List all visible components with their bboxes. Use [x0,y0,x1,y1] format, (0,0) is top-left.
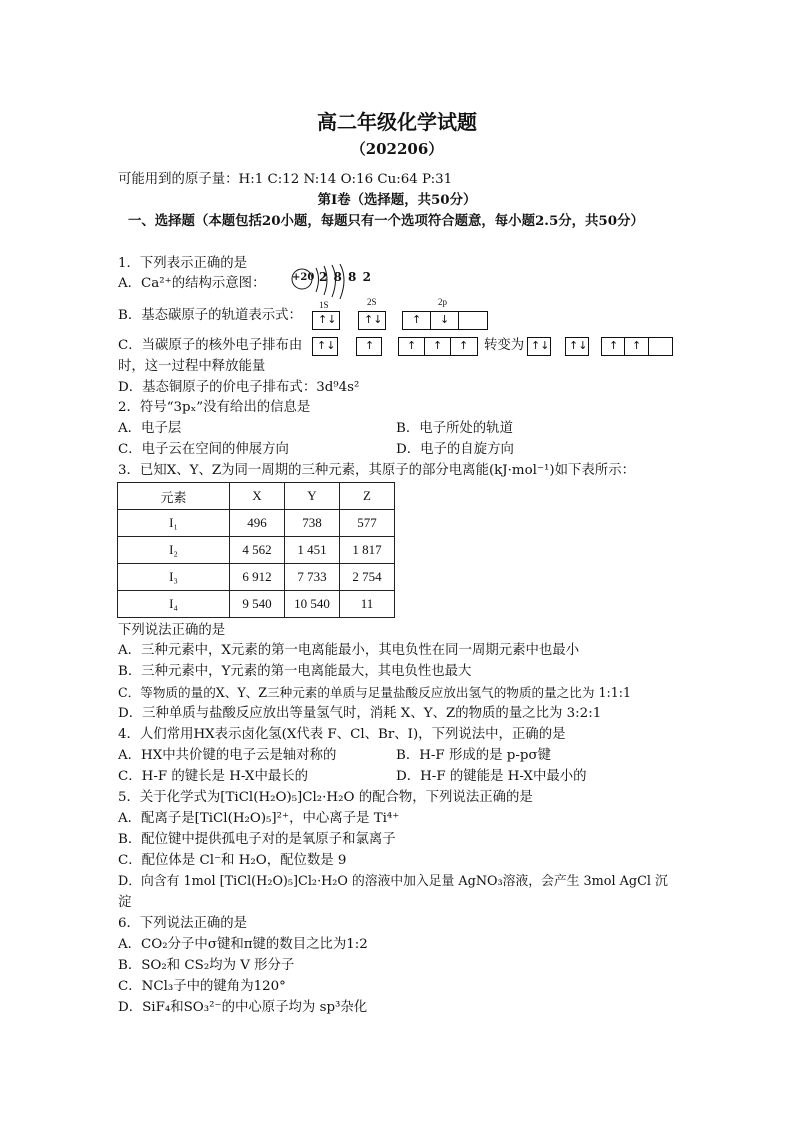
q5-stem: 5．关于化学式为[TiCl(H₂O)₅]Cl₂·H₂O 的配合物，下列说法正确的是 [118,790,533,805]
q6-option-d: D．SiF₄和SO₃²⁻的中心原子均为 sp³杂化 [118,1000,368,1015]
q5-option-d: D．向含有 1mol [TiCl(H₂O)₅]Cl₂·H₂O 的溶液中加入足量 AgNO₃溶液，会产生 3mol AgCl 沉 [118,874,668,889]
table-cell: 577 [340,510,395,537]
table-header-row [118,483,395,510]
table-cell: 11 [340,591,395,618]
table-cell: 10 540 [285,591,340,618]
q2-option-a: A．电子层 [118,421,182,436]
ca-shell-electrons: 2 8 8 2 [319,270,372,284]
exam-date: （202206） [350,140,444,158]
table-row [118,564,395,591]
q1-option-d: D．基态铜原子的价电子排布式：3d⁹4s² [118,380,360,395]
q5-option-d-continued: 淀 [118,895,132,910]
exam-page: 高二年级化学试题 （202206） 可能用到的原子量：H:1 C:12 N:14 O:16 Cu:64 P:31 第Ⅰ卷（选择题，共50分） 一、选择题（本题包括20小题，每题只有一个选项符合题意，每小题2.5分，共50分） 1．下列表示正确的是 A．Ca²⁺的结构示意图： +20 2 8 8 2 B．基态碳原子的轨道表示式： 1S 2S 2p ↑↓ ↑↓ ↑ ↓ C．当碳原子的核外电子排布由 ↑↓ ↑ ↑ ↑ ↑ 转变为 ↑↓ ↑↓ ↑ ↑ 时，这一过程中释放能量 D．基态铜原子的价电子排布式：3d⁹4s² 2．符号“3pₓ”没有给出的信息是 A．电子层 B．电子所处的轨道 C．电子云在空间的伸展方向 D．电子的自旋方向 3．已知X、Y、Z为同一周期的三种元素，其原子的部分电离能(kJ·mol⁻¹)如下表所示： 元素 X Y Z I₁ 496 738 577 I₂ 4 562 1 451 1 817 I₃ 6 912 7 733 2 754 I₄ 9 540 10 540 11 下列说法正确的是 A．三种元素中，X元素的第一电离能最小，其电负性在同一周期元素中也最小 B．三种元素中，Y元素的第一电离能最大，其电负性也最大 C．等物质的量的X、Y、Z三种元素的单质与足量盐酸反应放出氢气的物质的量之比为 1:1:1 D．三种单质与盐酸反应放出等量氢气时，消耗 X、Y、Z的物质的量之比为 3:2:1 4．人们常用HX表示卤化氢(X代表 F、Cl、Br、I)，下列说法中，正确的是 A．HX中共价键的电子云是轴对称的 B．H-F 形成的是 p-pσ键 C．H-F 的键长是 H-X中最长的 D．H-F 的键能是 H-X中最小的 5．关于化学式为[TiCl(H₂O)₅]Cl₂·H₂O 的配合物，下列说法正确的是 A．配离子是[TiCl(H₂O)₅]²⁺，中心离子是 Ti⁴⁺ B．配位键中提供孤电子对的是氧原子和氯离子 C．配位体是 Cl⁻和 H₂O，配位数是 9 D．向含有 1mol [TiCl(H₂O)₅]Cl₂·H₂O 的溶液中加入足量 AgNO₃溶液，会产生 3mol AgCl 沉 淀 6．下列说法正确的是 A．CO₂分子中σ键和π键的数目之比为1:2 B．SO₂和 CS₂均为 V 形分子 C．NCl₃子中的键角为120° D．SiF₄和SO₃²⁻的中心原子均为 sp³杂化 [0,0,794,1123]
ionization-energy-table [117,482,395,618]
table-header-cell: 元素 [118,483,230,510]
table-cell: 6 912 [230,564,285,591]
table-row [118,591,395,618]
q2-option-b: B．电子所处的轨道 [396,421,513,436]
table-cell: 1 451 [285,537,340,564]
orbital-label-2p: 2p [438,297,447,307]
table-cell: 2 754 [340,564,395,591]
q3-option-d: D．三种单质与盐酸反应放出等量氢气时，消耗 X、Y、Z的物质的量之比为 3:2:1 [118,706,602,721]
table-cell: 7 733 [285,564,340,591]
q4-option-c: C．H-F 的键长是 H-X中最长的 [118,769,309,784]
page-title: 高二年级化学试题 [317,110,477,134]
q3-lead: 下列说法正确的是 [118,623,226,638]
table-cell: 738 [285,510,340,537]
q1-option-c: C．当碳原子的核外电子排布由 [118,338,303,353]
orbital-2p-box: ↑ ↓ [402,311,488,330]
q6-option-c: C．NCl₃子中的键角为120° [118,979,286,994]
orbital-1s-box: ↑↓ [312,311,340,330]
section-header: 一、选择题（本题包括20小题，每题只有一个选项符合题意，每小题2.5分，共50分） [128,213,644,229]
q5-option-a: A．配离子是[TiCl(H₂O)₅]²⁺，中心离子是 Ti⁴⁺ [118,811,400,826]
q2-option-c: C．电子云在空间的伸展方向 [118,442,289,457]
part-header: 第Ⅰ卷（选择题，共50分） [317,192,477,208]
atomic-masses: 可能用到的原子量：H:1 C:12 N:14 O:16 Cu:64 P:31 [118,172,453,187]
q1-option-b: B．基态碳原子的轨道表示式： [118,308,302,323]
q2-stem: 2．符号“3pₓ”没有给出的信息是 [118,400,311,415]
q6-option-b: B．SO₂和 CS₂均为 V 形分子 [118,958,295,973]
table-header-cell: Y [285,483,340,510]
q1-option-c-end: 时，这一过程中释放能量 [118,359,266,374]
table-header-cell: Z [340,483,395,510]
q6-option-a: A．CO₂分子中σ键和π键的数目之比为1:2 [118,937,368,952]
q3-stem: 3．已知X、Y、Z为同一周期的三种元素，其原子的部分电离能(kJ·mol⁻¹)如下表所示： [118,463,635,478]
q4-option-d: D．H-F 的键能是 H-X中最小的 [396,769,587,784]
orbital-2s-box: ↑↓ [358,311,386,330]
table-cell: I₃ [118,564,230,591]
q5-option-b: B．配位键中提供孤电子对的是氧原子和氯离子 [118,832,396,847]
table-cell: 9 540 [230,591,285,618]
table-row [118,510,395,537]
table-cell: I₂ [118,537,230,564]
table-cell: I₁ [118,510,230,537]
table-cell: 1 817 [340,537,395,564]
q1-stem: 1．下列表示正确的是 [118,256,248,271]
q6-stem: 6．下列说法正确的是 [118,916,248,931]
q4-option-b: B．H-F 形成的是 p-pσ键 [396,748,551,763]
q1-option-a: A．Ca²⁺的结构示意图： [118,276,266,291]
table-cell: 496 [230,510,285,537]
q4-stem: 4．人们常用HX表示卤化氢(X代表 F、Cl、Br、I)，下列说法中，正确的是 [118,727,566,742]
q3-option-b: B．三种元素中，Y元素的第一电离能最大，其电负性也最大 [118,664,472,679]
table-header-cell: X [230,483,285,510]
q2-option-d: D．电子的自旋方向 [396,442,514,457]
orbital-label-2s: 2S [367,297,377,307]
q3-option-c: C．等物质的量的X、Y、Z三种元素的单质与足量盐酸反应放出氢气的物质的量之比为 1:1:1 [118,685,631,700]
ca-nucleus-charge: +20 [292,272,315,283]
table-cell: I₄ [118,591,230,618]
q3-option-a: A．三种元素中，X元素的第一电离能最小，其电负性在同一周期元素中也最小 [118,643,580,658]
orbital-label-1s: 1S [319,300,329,310]
table-cell: 4 562 [230,537,285,564]
table-row [118,537,395,564]
q5-option-c: C．配位体是 Cl⁻和 H₂O，配位数是 9 [118,853,347,868]
q4-option-a: A．HX中共价键的电子云是轴对称的 [118,748,337,763]
q1-option-c-mid: 转变为 [484,338,525,353]
